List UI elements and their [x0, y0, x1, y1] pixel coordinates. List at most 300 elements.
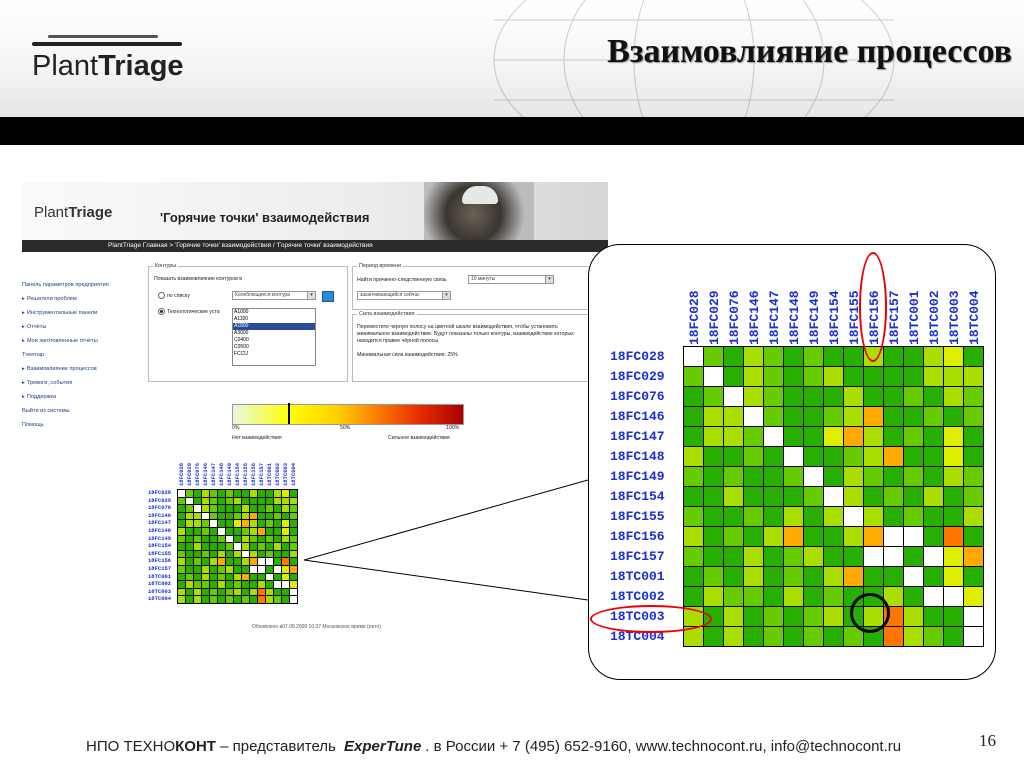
column-label: 18TC003	[946, 290, 962, 345]
matrix-cell[interactable]	[883, 446, 904, 467]
matrix-cell[interactable]	[963, 526, 984, 547]
matrix-cell[interactable]	[723, 386, 744, 407]
matrix-cell[interactable]	[963, 586, 984, 607]
period-select[interactable]: 10 минуты ▾	[468, 275, 554, 284]
unit-option[interactable]: FCCU	[234, 351, 248, 357]
matrix-cell[interactable]	[703, 566, 724, 587]
matrix-cell[interactable]	[923, 366, 944, 387]
matrix-cell[interactable]	[783, 606, 804, 627]
column-label: 18FC147	[210, 462, 218, 486]
matrix-cell[interactable]	[943, 526, 964, 547]
row-label: 18FC154	[610, 488, 665, 504]
matrix-cell[interactable]	[723, 366, 744, 387]
row-label: 18TC004	[148, 595, 172, 603]
matrix-cell[interactable]	[843, 566, 864, 587]
matrix-cell[interactable]	[803, 406, 824, 427]
matrix-cell[interactable]	[963, 406, 984, 427]
matrix-cell[interactable]	[883, 526, 904, 547]
matrix-cell[interactable]	[823, 366, 844, 387]
matrix-cell[interactable]	[863, 526, 884, 547]
matrix-cell[interactable]	[803, 586, 824, 607]
matrix-cell[interactable]	[703, 626, 724, 647]
matrix-cell[interactable]	[703, 346, 724, 367]
matrix-cell[interactable]	[883, 546, 904, 567]
row-label: 18FC157	[610, 548, 665, 564]
strength-legend: Сила взаимодействия	[359, 311, 415, 317]
matrix-cell[interactable]	[703, 526, 724, 547]
row-label: 18FC155	[610, 508, 665, 524]
period-link-label: Найти причинно-следственную связь	[357, 277, 447, 283]
ending-select[interactable]: заканчивающийся сейчас ▾	[357, 291, 451, 300]
matrix-cell[interactable]	[963, 626, 984, 647]
matrix-cell[interactable]	[863, 546, 884, 567]
sidebar-item-solvers[interactable]: ▸ Решатели проблем	[22, 296, 77, 302]
row-label: 18TC003	[148, 587, 172, 595]
matrix-cell[interactable]	[843, 546, 864, 567]
matrix-cell[interactable]	[803, 486, 824, 507]
matrix-cell[interactable]	[289, 595, 298, 604]
matrix-cell[interactable]	[763, 506, 784, 527]
matrix-cell[interactable]	[963, 606, 984, 627]
matrix-cell[interactable]	[783, 446, 804, 467]
matrix-cell[interactable]	[683, 546, 704, 567]
matrix-cell[interactable]	[743, 586, 764, 607]
matrix-cell[interactable]	[723, 486, 744, 507]
matrix-cell[interactable]	[943, 346, 964, 367]
matrix-cell[interactable]	[743, 566, 764, 587]
unit-option[interactable]: A1100	[234, 316, 249, 322]
matrix-cell[interactable]	[823, 386, 844, 407]
app-breadcrumb: PlantTriage Главная > 'Горячие точки' взаимодействия / 'Горячие точки' взаимодействия	[22, 240, 608, 252]
matrix-cell[interactable]	[743, 526, 764, 547]
matrix-cell[interactable]	[903, 506, 924, 527]
row-label: 18FC157	[148, 565, 172, 573]
matrix-cell[interactable]	[723, 466, 744, 487]
matrix-cell[interactable]	[883, 486, 904, 507]
matrix-cell[interactable]	[683, 466, 704, 487]
scale-tick-50: 50%	[340, 425, 351, 431]
column-label: 18FC029	[186, 462, 194, 486]
matrix-cell[interactable]	[823, 586, 844, 607]
matrix-cell[interactable]	[863, 426, 884, 447]
matrix-cell[interactable]	[903, 346, 924, 367]
row-label: 18TC002	[610, 588, 665, 604]
row-label: 18TC003	[610, 608, 665, 624]
matrix-cell[interactable]	[783, 406, 804, 427]
matrix-cell[interactable]	[803, 346, 824, 367]
row-label: 18FC029	[148, 496, 172, 504]
matrix-cell[interactable]	[943, 366, 964, 387]
sidebar-item-alarms[interactable]: ▸ Тревоги, события	[22, 380, 73, 386]
matrix-cell[interactable]	[843, 486, 864, 507]
matrix-cell[interactable]	[743, 486, 764, 507]
matrix-cell[interactable]	[863, 466, 884, 487]
sidebar-item-interaction[interactable]: ▸ Взаимовлияние процессов	[22, 366, 97, 372]
matrix-cell[interactable]	[703, 506, 724, 527]
matrix-cell[interactable]	[883, 386, 904, 407]
matrix-cell[interactable]	[923, 626, 944, 647]
matrix-cell[interactable]	[943, 466, 964, 487]
matrix-cell[interactable]	[943, 426, 964, 447]
matrix-cell[interactable]	[823, 526, 844, 547]
column-label: 18FC149	[226, 462, 234, 486]
matrix-cell[interactable]	[723, 626, 744, 647]
matrix-cell[interactable]	[783, 386, 804, 407]
app-logo: PlantTriage	[34, 204, 113, 221]
matrix-cell[interactable]	[823, 446, 844, 467]
row-label: 18FC148	[610, 448, 665, 464]
matrix-cell[interactable]	[763, 366, 784, 387]
column-label: 18FC146	[746, 290, 762, 345]
matrix-cell[interactable]	[683, 426, 704, 447]
column-label: 18FC157	[886, 290, 902, 345]
matrix-cell[interactable]	[943, 586, 964, 607]
updated-text: Обновлено в07.09.2009 10:37 Московское время (лето)	[252, 624, 381, 630]
matrix-cell[interactable]	[743, 546, 764, 567]
matrix-cell[interactable]	[803, 366, 824, 387]
row-label: 18FC076	[148, 504, 172, 512]
sidebar-item-treemap[interactable]: Treemap	[22, 352, 45, 358]
matrix-cell[interactable]	[963, 486, 984, 507]
matrix-cell[interactable]	[863, 406, 884, 427]
matrix-cell[interactable]	[823, 466, 844, 487]
matrix-cell[interactable]	[843, 406, 864, 427]
matrix-cell[interactable]	[783, 546, 804, 567]
matrix-cell[interactable]	[763, 466, 784, 487]
highlight-row	[590, 605, 712, 633]
go-button[interactable]	[322, 291, 334, 302]
units-listbox[interactable]	[232, 308, 316, 366]
matrix-cell[interactable]	[803, 606, 824, 627]
matrix-cell[interactable]	[783, 526, 804, 547]
column-label: 18FC157	[258, 462, 266, 486]
matrix-cell[interactable]	[783, 346, 804, 367]
matrix-cell[interactable]	[883, 346, 904, 367]
threshold-slider[interactable]	[288, 403, 290, 424]
matrix-cell[interactable]	[823, 506, 844, 527]
matrix-cell[interactable]	[883, 506, 904, 527]
matrix-cell[interactable]	[743, 366, 764, 387]
matrix-cell[interactable]	[923, 406, 944, 427]
matrix-cell[interactable]	[943, 626, 964, 647]
matrix-cell[interactable]	[923, 506, 944, 527]
matrix-cell[interactable]	[883, 366, 904, 387]
matrix-cell[interactable]	[743, 606, 764, 627]
matrix-cell[interactable]	[863, 446, 884, 467]
matrix-cell[interactable]	[723, 586, 744, 607]
row-label: 18FC156	[148, 557, 172, 565]
interaction-scale[interactable]	[232, 404, 464, 425]
column-label: 18FC076	[194, 462, 202, 486]
matrix-cell[interactable]	[823, 566, 844, 587]
matrix-cell[interactable]	[963, 366, 984, 387]
highlight-cell	[850, 593, 890, 633]
matrix-cell[interactable]	[703, 386, 724, 407]
matrix-cell[interactable]	[843, 386, 864, 407]
matrix-cell[interactable]	[923, 386, 944, 407]
row-label: 18FC029	[610, 368, 665, 384]
matrix-cell[interactable]	[763, 446, 784, 467]
matrix-cell[interactable]	[763, 566, 784, 587]
matrix-cell[interactable]	[883, 406, 904, 427]
row-label: 18TC001	[610, 568, 665, 584]
matrix-cell[interactable]	[763, 606, 784, 627]
unit-option[interactable]: A3000	[234, 330, 249, 336]
matrix-cell[interactable]	[883, 466, 904, 487]
matrix-cell[interactable]	[903, 586, 924, 607]
matrix-cell[interactable]	[943, 406, 964, 427]
matrix-cell[interactable]	[743, 386, 764, 407]
row-label: 18FC148	[148, 527, 172, 535]
slide-title: Взаимовлияние процессов	[607, 33, 1012, 70]
matrix-cell[interactable]	[903, 406, 924, 427]
matrix-cell[interactable]	[903, 446, 924, 467]
column-label: 18TC004	[290, 462, 298, 486]
matrix-cell[interactable]	[703, 586, 724, 607]
contours-show-label: Показать взаимовлияние контуров в	[154, 276, 243, 282]
matrix-cell[interactable]	[783, 426, 804, 447]
matrix-cell[interactable]	[743, 406, 764, 427]
matrix-cell[interactable]	[903, 466, 924, 487]
matrix-cell[interactable]	[683, 386, 704, 407]
matrix-cell[interactable]	[903, 526, 924, 547]
matrix-cell[interactable]	[763, 526, 784, 547]
header-band	[0, 117, 1024, 145]
matrix-cell[interactable]	[843, 526, 864, 547]
scale-right-label: Сильное взаимодействие	[388, 435, 450, 441]
matrix-cell[interactable]	[803, 566, 824, 587]
matrix-cell[interactable]	[903, 366, 924, 387]
by-list-label: по списку	[167, 293, 190, 299]
matrix-cell[interactable]	[763, 486, 784, 507]
matrix-cell[interactable]	[963, 426, 984, 447]
matrix-cell[interactable]	[723, 546, 744, 567]
matrix-cell[interactable]	[783, 366, 804, 387]
matrix-cell[interactable]	[863, 486, 884, 507]
slide-footer: НПО ТЕХНОКОНТ – представитель ExperTune . в России + 7 (495) 652-9160, www.technocont.ru, info@technocont.ru	[86, 738, 902, 755]
matrix-cell[interactable]	[723, 446, 744, 467]
matrix-cell[interactable]	[743, 346, 764, 367]
matrix-cell[interactable]	[923, 486, 944, 507]
matrix-cell[interactable]	[923, 346, 944, 367]
matrix-cell[interactable]	[843, 446, 864, 467]
column-label: 18FC156	[250, 462, 258, 486]
matrix-cell[interactable]	[763, 626, 784, 647]
matrix-cell[interactable]	[743, 426, 764, 447]
by-list-select[interactable]: Колеблющиеся контура ▾	[232, 291, 316, 300]
matrix-cell[interactable]	[803, 626, 824, 647]
sidebar-item-support[interactable]: ▸ Поддержка	[22, 394, 56, 400]
matrix-cell[interactable]	[703, 446, 724, 467]
matrix-cell[interactable]	[863, 566, 884, 587]
matrix-cell[interactable]	[703, 466, 724, 487]
matrix-cell[interactable]	[883, 426, 904, 447]
sidebar-item-help[interactable]: Помощь	[22, 422, 44, 428]
matrix-cell[interactable]	[923, 446, 944, 467]
matrix-cell[interactable]	[923, 526, 944, 547]
matrix-cell[interactable]	[823, 546, 844, 567]
matrix-cell[interactable]	[963, 466, 984, 487]
matrix-cell[interactable]	[683, 566, 704, 587]
matrix-cell[interactable]	[843, 366, 864, 387]
matrix-cell[interactable]	[843, 506, 864, 527]
matrix-cell[interactable]	[703, 486, 724, 507]
matrix-cell[interactable]	[823, 346, 844, 367]
matrix-cell[interactable]	[783, 486, 804, 507]
matrix-cell[interactable]	[683, 366, 704, 387]
column-label: 18FC148	[218, 462, 226, 486]
matrix-cell[interactable]	[703, 366, 724, 387]
matrix-cell[interactable]	[723, 406, 744, 427]
by-list-radio[interactable]	[158, 292, 165, 299]
matrix-cell[interactable]	[763, 386, 784, 407]
by-units-radio[interactable]	[158, 308, 165, 315]
matrix-cell[interactable]	[883, 626, 904, 647]
matrix-cell[interactable]	[723, 506, 744, 527]
matrix-cell[interactable]	[723, 426, 744, 447]
matrix-cell[interactable]	[863, 366, 884, 387]
matrix-cell[interactable]	[823, 426, 844, 447]
matrix-cell[interactable]	[683, 346, 704, 367]
matrix-cell[interactable]	[963, 506, 984, 527]
matrix-cell[interactable]	[903, 386, 924, 407]
matrix-cell[interactable]	[863, 506, 884, 527]
row-label: 18FC147	[148, 519, 172, 527]
matrix-cell[interactable]	[763, 546, 784, 567]
matrix-cell[interactable]	[963, 446, 984, 467]
matrix-cell[interactable]	[923, 566, 944, 587]
contours-legend: Контуры	[155, 263, 177, 269]
matrix-cell[interactable]	[783, 586, 804, 607]
matrix-cell[interactable]	[783, 506, 804, 527]
matrix-cell[interactable]	[723, 526, 744, 547]
matrix-cell[interactable]	[763, 406, 784, 427]
matrix-cell[interactable]	[923, 586, 944, 607]
matrix-cell[interactable]	[683, 446, 704, 467]
matrix-cell[interactable]	[803, 426, 824, 447]
matrix-cell[interactable]	[803, 546, 824, 567]
matrix-cell[interactable]	[843, 426, 864, 447]
matrix-cell[interactable]	[923, 546, 944, 567]
matrix-cell[interactable]	[763, 426, 784, 447]
matrix-cell[interactable]	[823, 606, 844, 627]
matrix-cell[interactable]	[723, 346, 744, 367]
matrix-cell[interactable]	[723, 606, 744, 627]
row-label: 18FC028	[148, 489, 172, 497]
unit-option-selected[interactable]: A1800	[233, 323, 315, 330]
period-panel	[352, 263, 594, 310]
matrix-cell[interactable]	[783, 566, 804, 587]
sidebar-item-my-reports[interactable]: ▸ Мои заготовленные отчёты	[22, 338, 98, 344]
matrix-cell[interactable]	[763, 346, 784, 367]
matrix-cell[interactable]	[683, 506, 704, 527]
matrix-cell[interactable]	[923, 606, 944, 627]
matrix-cell[interactable]	[843, 466, 864, 487]
matrix-cell[interactable]	[903, 566, 924, 587]
column-label: 18FC029	[706, 290, 722, 345]
matrix-cell[interactable]	[943, 546, 964, 567]
matrix-cell[interactable]	[903, 606, 924, 627]
matrix-cell[interactable]	[823, 486, 844, 507]
row-label: 18FC076	[610, 388, 665, 404]
unit-option[interactable]: C0400	[234, 337, 249, 343]
matrix-cell[interactable]	[743, 626, 764, 647]
row-label: 18FC149	[610, 468, 665, 484]
matrix-cell[interactable]	[723, 566, 744, 587]
matrix-cell[interactable]	[903, 486, 924, 507]
matrix-cell[interactable]	[743, 446, 764, 467]
matrix-cell[interactable]	[943, 386, 964, 407]
row-label: 18TC004	[610, 628, 665, 644]
matrix-cell[interactable]	[703, 426, 724, 447]
matrix-cell[interactable]	[683, 406, 704, 427]
matrix-cell[interactable]	[843, 346, 864, 367]
matrix-cell[interactable]	[903, 626, 924, 647]
matrix-cell[interactable]	[943, 566, 964, 587]
slide-header	[0, 0, 1024, 117]
matrix-cell[interactable]	[963, 546, 984, 567]
matrix-cell[interactable]	[683, 586, 704, 607]
matrix-cell[interactable]	[763, 586, 784, 607]
matrix-cell[interactable]	[923, 466, 944, 487]
matrix-cell[interactable]	[963, 386, 984, 407]
unit-option[interactable]: A1000	[234, 309, 249, 315]
matrix-cell[interactable]	[883, 566, 904, 587]
row-label: 18FC028	[610, 348, 665, 364]
matrix-cell[interactable]	[683, 526, 704, 547]
matrix-cell[interactable]	[943, 506, 964, 527]
scale-left-label: Нет взаимодействия	[232, 435, 282, 441]
matrix-cell[interactable]	[903, 546, 924, 567]
matrix-cell[interactable]	[743, 466, 764, 487]
matrix-cell[interactable]	[803, 526, 824, 547]
matrix-cell[interactable]	[803, 446, 824, 467]
column-label: 18FC146	[202, 462, 210, 486]
matrix-cell[interactable]	[903, 426, 924, 447]
matrix-cell[interactable]	[823, 626, 844, 647]
matrix-cell[interactable]	[943, 446, 964, 467]
sidebar-item-dashboard[interactable]: Панель параметров предприятия	[22, 282, 109, 288]
sidebar-item-reports[interactable]: ▸ Отчёты	[22, 324, 47, 330]
matrix-cell[interactable]	[803, 386, 824, 407]
matrix-cell[interactable]	[803, 506, 824, 527]
app-sidebar	[22, 252, 132, 650]
matrix-cell[interactable]	[963, 346, 984, 367]
matrix-cell[interactable]	[783, 626, 804, 647]
matrix-cell[interactable]	[743, 506, 764, 527]
matrix-cell[interactable]	[943, 486, 964, 507]
matrix-cell[interactable]	[863, 386, 884, 407]
matrix-cell[interactable]	[683, 486, 704, 507]
matrix-cell[interactable]	[783, 466, 804, 487]
matrix-cell[interactable]	[703, 546, 724, 567]
matrix-cell[interactable]	[823, 406, 844, 427]
sidebar-item-logout[interactable]: Выйти из системы	[22, 408, 70, 414]
column-label: 18FC147	[766, 290, 782, 345]
matrix-cell[interactable]	[963, 566, 984, 587]
column-label: 18FC148	[786, 290, 802, 345]
matrix-cell[interactable]	[943, 606, 964, 627]
sidebar-item-panels[interactable]: ▸ Инструментальные панели	[22, 310, 98, 316]
matrix-cell[interactable]	[923, 426, 944, 447]
row-label: 18TC001	[148, 572, 172, 580]
matrix-cell[interactable]	[803, 466, 824, 487]
unit-option[interactable]: C0500	[234, 344, 249, 350]
column-label: 18TC001	[906, 290, 922, 345]
matrix-cell[interactable]	[703, 406, 724, 427]
column-label: 18FC076	[726, 290, 742, 345]
by-units-label: Технологические уста	[167, 309, 220, 315]
